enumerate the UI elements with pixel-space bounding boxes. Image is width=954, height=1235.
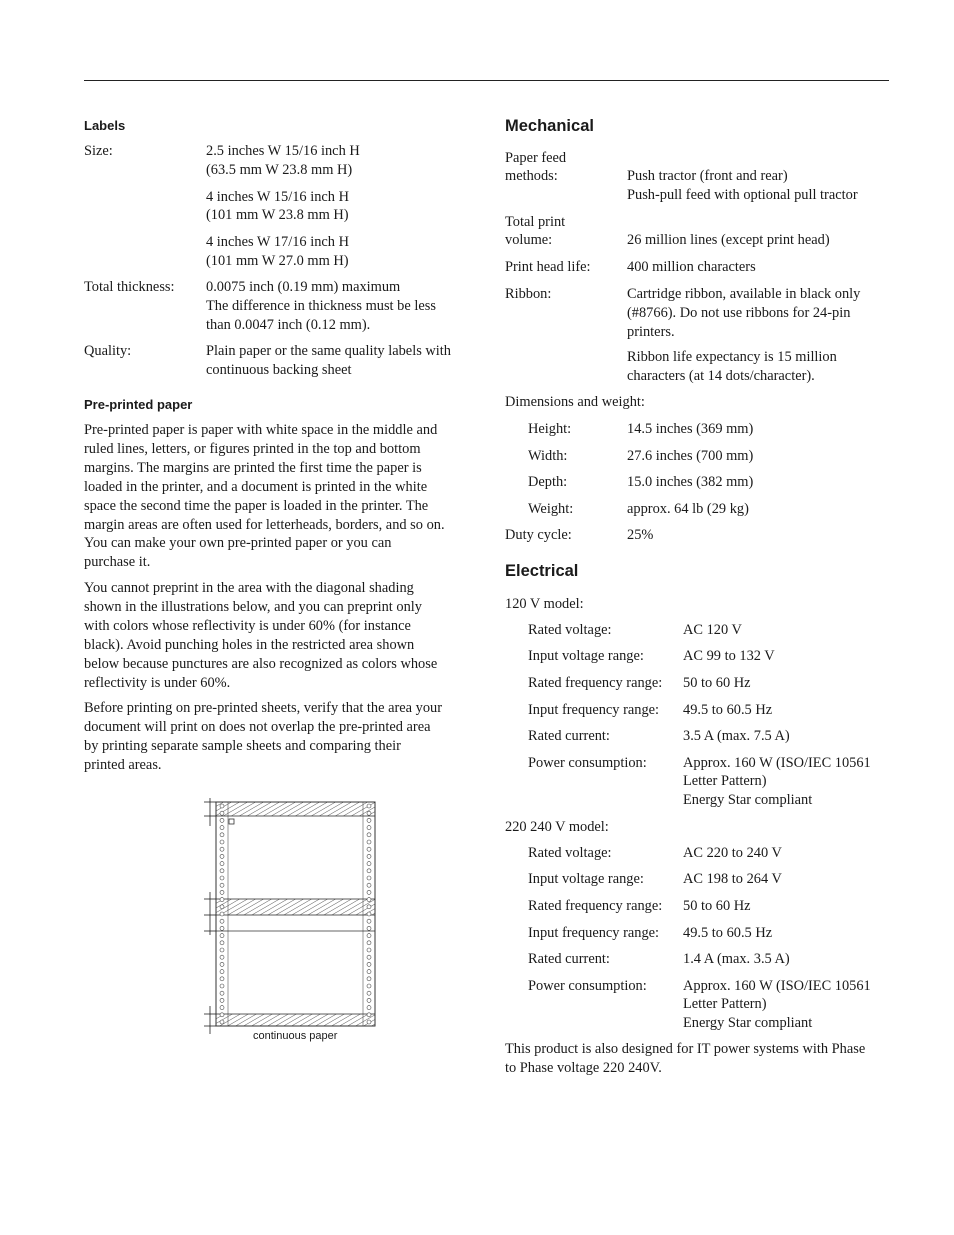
spec-label: Power consumption: — [528, 978, 647, 994]
spec-label: Power consumption: — [528, 755, 647, 771]
spec-value: Approx. 160 W (ISO/IEC 10561 — [683, 755, 871, 771]
it-power-note: to Phase voltage 220 240V. — [505, 1060, 662, 1076]
sprocket-hole — [220, 898, 224, 902]
sprocket-hole — [220, 984, 224, 988]
paragraph-line: with colors whose reflectivity is under 60% (for instance — [84, 617, 411, 634]
spec-value: 50 to 60 Hz — [683, 898, 751, 914]
depth-label: Depth: — [528, 474, 568, 490]
spec-value: 49.5 to 60.5 Hz — [683, 702, 773, 718]
ribbon-value: Cartridge ribbon, available in black only — [627, 286, 861, 302]
ribbon-label: Ribbon: — [505, 286, 552, 302]
paragraph-line: reflectivity is under 60%. — [84, 674, 231, 691]
thickness-value: The difference in thickness must be less — [206, 298, 436, 314]
spec-value: Energy Star compliant — [683, 1015, 813, 1031]
sprocket-hole — [220, 847, 224, 851]
sprocket-hole — [367, 912, 371, 916]
sprocket-hole — [367, 833, 371, 837]
ribbon-value: characters (at 14 dots/character). — [627, 368, 815, 384]
thickness-label: Total thickness: — [84, 279, 175, 295]
sprocket-hole — [220, 862, 224, 866]
spec-value: Letter Pattern) — [683, 773, 767, 789]
spec-value: AC 220 to 240 V — [683, 845, 782, 861]
sprocket-hole — [367, 840, 371, 844]
sprocket-hole — [220, 912, 224, 916]
sprocket-hole — [220, 1006, 224, 1010]
header-rule — [84, 80, 889, 81]
paperfeed-value: Push tractor (front and rear) — [627, 168, 788, 184]
spec-value: Energy Star compliant — [683, 792, 813, 808]
paragraph-line: document will print on does not overlap the pre-printed area — [84, 718, 431, 735]
spec-label: Rated current: — [528, 951, 610, 967]
volume-label: volume: — [505, 232, 553, 248]
spec-value: Letter Pattern) — [683, 996, 767, 1012]
width-label: Width: — [528, 448, 568, 464]
spec-value: Approx. 160 W (ISO/IEC 10561 — [683, 978, 871, 994]
sprocket-hole — [367, 984, 371, 988]
weight-label: Weight: — [528, 501, 574, 517]
ribbon-value: printers. — [627, 324, 675, 340]
spec-value: AC 120 V — [683, 622, 742, 638]
sprocket-hole — [220, 941, 224, 945]
size-value: (101 mm W 23.8 mm H) — [206, 207, 349, 223]
spec-value: 50 to 60 Hz — [683, 675, 751, 691]
sprocket-hole — [367, 998, 371, 1002]
sprocket-hole — [367, 948, 371, 952]
labels-heading: Labels — [84, 118, 126, 133]
headlife-label: Print head life: — [505, 259, 591, 275]
sprocket-hole — [220, 962, 224, 966]
weight-value: approx. 64 lb (29 kg) — [627, 501, 749, 517]
spec-value: 49.5 to 60.5 Hz — [683, 925, 773, 941]
paragraph-line: loaded in the printer, and a document is printed in the white — [84, 478, 428, 495]
paragraph-line: ruled lines, letters, or figures printed in the top and bottom — [84, 440, 421, 457]
sprocket-hole — [220, 804, 224, 808]
sprocket-hole — [220, 905, 224, 909]
sprocket-hole — [220, 883, 224, 887]
sprocket-hole — [367, 905, 371, 909]
spec-value: AC 198 to 264 V — [683, 871, 782, 887]
paperfeed-label: methods: — [505, 168, 558, 184]
size-value: 4 inches W 17/16 inch H — [206, 234, 349, 250]
sprocket-hole — [367, 962, 371, 966]
sprocket-hole — [220, 919, 224, 923]
sprocket-hole — [220, 934, 224, 938]
spec-value: AC 99 to 132 V — [683, 648, 775, 664]
sprocket-hole — [220, 955, 224, 959]
sprocket-hole — [367, 991, 371, 995]
sprocket-hole — [367, 818, 371, 822]
spec-label: Input voltage range: — [528, 871, 644, 887]
sprocket-hole — [220, 811, 224, 815]
ribbon-value: (#8766). Do not use ribbons for 24-pin — [627, 305, 851, 321]
sprocket-hole — [220, 991, 224, 995]
sprocket-hole — [220, 833, 224, 837]
model-120-label: 120 V model: — [505, 596, 584, 612]
quality-value: continuous backing sheet — [206, 362, 352, 378]
sprocket-hole — [367, 811, 371, 815]
paragraph-line: margins. The margins are printed the first time the paper is — [84, 459, 422, 476]
sprocket-hole — [367, 869, 371, 873]
diagram-caption: continuous paper — [253, 1030, 338, 1042]
sprocket-hole — [367, 955, 371, 959]
sprocket-hole — [367, 826, 371, 830]
continuous-paper-diagram — [198, 798, 398, 1048]
sprocket-hole — [367, 898, 371, 902]
sprocket-hole — [367, 934, 371, 938]
spec-label: Rated voltage: — [528, 845, 612, 861]
sprocket-hole — [220, 1020, 224, 1024]
sprocket-hole — [220, 876, 224, 880]
sprocket-hole — [367, 854, 371, 858]
paragraph-line: black). Avoid punching holes in the restricted area shown — [84, 636, 415, 653]
size-label: Size: — [84, 143, 113, 159]
paragraph-line: by printing separate sample sheets and comparing their — [84, 737, 401, 754]
preprinted-heading: Pre-printed paper — [84, 397, 193, 412]
duty-label: Duty cycle: — [505, 527, 572, 543]
width-value: 27.6 inches (700 mm) — [627, 448, 754, 464]
sprocket-hole — [220, 869, 224, 873]
sprocket-hole — [367, 804, 371, 808]
spec-value: 3.5 A (max. 7.5 A) — [683, 728, 790, 744]
paperfeed-value: Push-pull feed with optional pull tractor — [627, 187, 858, 203]
sprocket-hole — [367, 1020, 371, 1024]
paragraph-line: purchase it. — [84, 554, 151, 571]
spec-value: 1.4 A (max. 3.5 A) — [683, 951, 790, 967]
size-value: 4 inches W 15/16 inch H — [206, 189, 349, 205]
sprocket-hole — [367, 926, 371, 930]
sprocket-hole — [367, 862, 371, 866]
dimensions-label: Dimensions and weight: — [505, 394, 645, 410]
depth-value: 15.0 inches (382 mm) — [627, 474, 754, 490]
paragraph-line: You can make your own pre-printed paper or you can — [84, 535, 392, 552]
spec-label: Input frequency range: — [528, 702, 660, 718]
height-label: Height: — [528, 421, 572, 437]
spec-label: Rated frequency range: — [528, 898, 663, 914]
paragraph-line: margin areas are often used for letterheads, borders, and so on. — [84, 516, 445, 533]
paragraph-line: printed areas. — [84, 756, 162, 773]
paragraph-line: shown in the illustrations below, and you can preprint only — [84, 598, 422, 615]
sprocket-hole — [220, 890, 224, 894]
thickness-value: 0.0075 inch (0.19 mm) maximum — [206, 279, 401, 295]
thickness-value: than 0.0047 inch (0.12 mm). — [206, 317, 371, 333]
height-value: 14.5 inches (369 mm) — [627, 421, 754, 437]
volume-value: 26 million lines (except print head) — [627, 232, 830, 248]
sprocket-hole — [367, 1013, 371, 1017]
sprocket-hole — [220, 818, 224, 822]
it-power-note: This product is also designed for IT power systems with Phase — [505, 1041, 866, 1057]
spec-label: Input voltage range: — [528, 648, 644, 664]
sprocket-hole — [220, 1013, 224, 1017]
quality-value: Plain paper or the same quality labels with — [206, 343, 451, 359]
duty-value: 25% — [627, 527, 654, 543]
quality-label: Quality: — [84, 343, 132, 359]
paragraph-line: Before printing on pre-printed sheets, verify that the area your — [84, 700, 443, 716]
sprocket-hole — [220, 840, 224, 844]
mechanical-heading: Mechanical — [505, 117, 594, 135]
sprocket-hole — [220, 948, 224, 952]
sprocket-hole — [220, 998, 224, 1002]
sprocket-hole — [367, 970, 371, 974]
sprocket-hole — [367, 890, 371, 894]
spec-label: Rated frequency range: — [528, 675, 663, 691]
electrical-heading: Electrical — [505, 562, 579, 580]
sprocket-hole — [367, 977, 371, 981]
size-value: 2.5 inches W 15/16 inch H — [206, 143, 360, 159]
ribbon-value: Ribbon life expectancy is 15 million — [627, 349, 837, 365]
sprocket-hole — [367, 883, 371, 887]
sprocket-hole — [367, 847, 371, 851]
volume-label: Total print — [505, 214, 566, 230]
sprocket-hole — [367, 876, 371, 880]
sprocket-hole — [220, 977, 224, 981]
paragraph-line: space the second time the paper is loaded in the printer. The — [84, 497, 429, 514]
sprocket-hole — [367, 919, 371, 923]
paragraph-line: Pre-printed paper is paper with white space in the middle and — [84, 422, 438, 438]
headlife-value: 400 million characters — [627, 259, 756, 275]
sprocket-hole — [220, 854, 224, 858]
size-value: (101 mm W 27.0 mm H) — [206, 253, 349, 269]
sprocket-hole — [367, 941, 371, 945]
spec-label: Input frequency range: — [528, 925, 660, 941]
sprocket-hole — [367, 1006, 371, 1010]
spec-label: Rated current: — [528, 728, 610, 744]
paragraph-line: You cannot preprint in the area with the diagonal shading — [84, 580, 414, 596]
paragraph-line: below because punctures are also recognized as colors whose — [84, 655, 438, 672]
size-value: (63.5 mm W 23.8 mm H) — [206, 162, 353, 178]
paperfeed-label: Paper feed — [505, 150, 567, 166]
sprocket-hole — [220, 970, 224, 974]
sprocket-hole — [220, 826, 224, 830]
model-220-label: 220 240 V model: — [505, 819, 609, 835]
sprocket-hole — [220, 926, 224, 930]
spec-label: Rated voltage: — [528, 622, 612, 638]
